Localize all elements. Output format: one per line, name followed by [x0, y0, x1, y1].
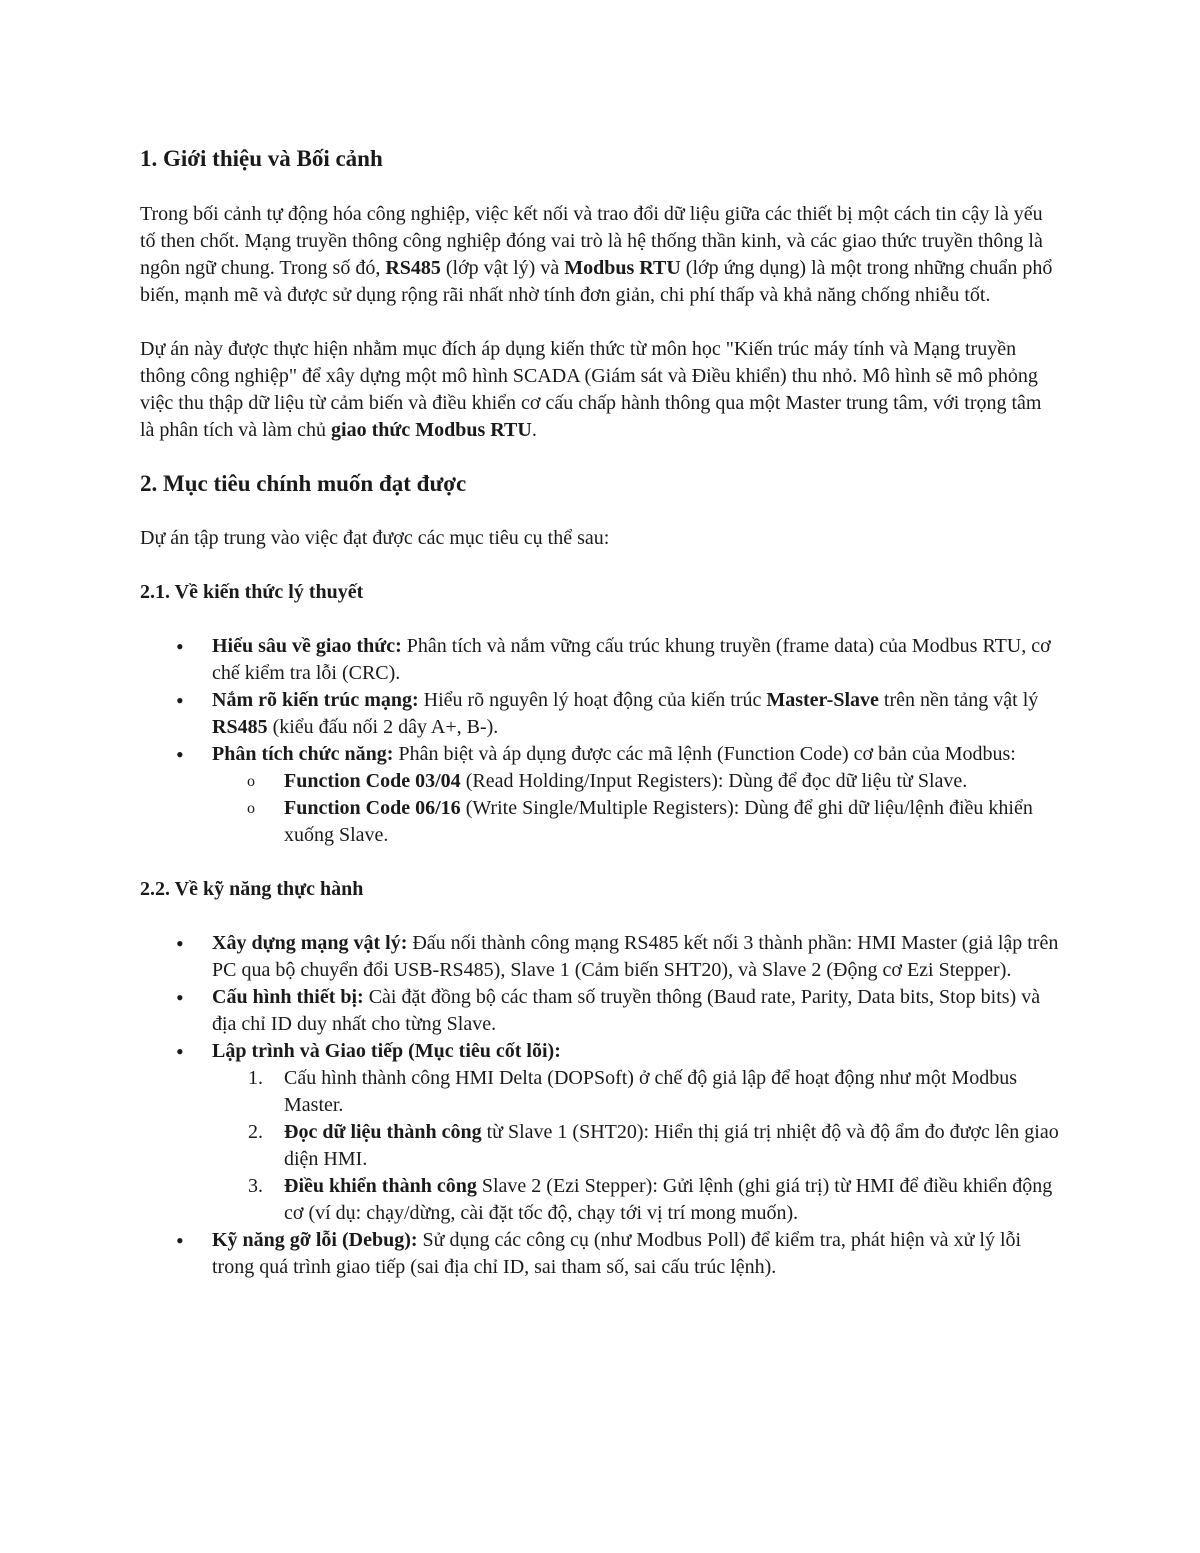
bold-term-rs485: RS485	[385, 257, 441, 279]
section-1-heading: 1. Giới thiệu và Bối cảnh	[140, 146, 383, 171]
list-item	[212, 741, 1060, 849]
subsection-2-2-heading: 2.2. Về kỹ năng thực hành	[140, 878, 364, 900]
text-run: Dự án này được thực hiện nhằm mục đích áp dụng kiến thức từ môn học "Kiến trúc máy tính và Mạng truyền thông công nghiệp" để xây dựng một mô hình SCADA (Giám sát và Điều khiển) thu nhỏ. Mô hình sẽ mô phỏng việc thu thập dữ liệu từ cảm biến và điều khiển cơ cấu chấp hành thông qua một Master trung tâm, với trọng tâm là phân tích và làm chủ	[140, 338, 1042, 441]
item-label: Lập trình và Giao tiếp (Mục tiêu cốt lõi):	[212, 1040, 561, 1062]
item-label: Function Code 03/04	[284, 770, 461, 792]
list-item	[248, 1065, 1060, 1119]
section-2-heading: 2. Mục tiêu chính muốn đạt được	[140, 471, 467, 496]
item-text: (Read Holding/Input Registers): Dùng để đọc dữ liệu từ Slave.	[460, 770, 968, 792]
core-goals-list	[212, 1065, 1060, 1227]
list-item	[248, 1173, 1060, 1227]
text-run: (lớp vật lý) và	[440, 257, 565, 279]
text-run: .	[531, 419, 537, 441]
item-text: (Write Single/Multiple Registers): Dùng để ghi dữ liệu/lệnh điều khiển xuống Slave.	[284, 797, 1033, 846]
item-text: Cấu hình thành công HMI Delta (DOPSoft) ở chế độ giả lập để hoạt động như một Modbus Master.	[284, 1067, 1017, 1116]
bold-term-protocol: giao thức Modbus RTU	[331, 419, 532, 441]
bold-term: RS485	[212, 716, 268, 738]
item-text: Cài đặt đồng bộ các tham số truyền thông (Baud rate, Parity, Data bits, Stop bits) và địa chỉ ID duy nhất cho từng Slave.	[212, 986, 1041, 1035]
item-label: Điều khiển thành công	[284, 1175, 477, 1197]
item-label: Đọc dữ liệu thành công	[284, 1121, 482, 1143]
subsection-2-1-heading: 2.1. Về kiến thức lý thuyết	[140, 581, 364, 603]
practice-goals-list	[140, 930, 1060, 1281]
list-item	[248, 1119, 1060, 1173]
item-number: 1.	[248, 1067, 263, 1089]
item-text: từ Slave 1 (SHT20): Hiển thị giá trị nhiệt độ và độ ẩm đo được lên giao diện HMI.	[284, 1121, 1059, 1170]
item-number: 2.	[248, 1121, 263, 1143]
list-item	[284, 768, 1060, 795]
item-text: Phân tích và nắm vững cấu trúc khung truyền (frame data) của Modbus RTU, cơ chế kiểm tra lỗi (CRC).	[212, 635, 1051, 684]
theory-goals-list	[140, 633, 1060, 849]
document-page	[140, 140, 1060, 1281]
list-item	[212, 1227, 1060, 1281]
item-text: Slave 2 (Ezi Stepper): Gửi lệnh (ghi giá trị) từ HMI để điều khiển động cơ (ví dụ: chạy/dừng, cài đặt tốc độ, chạy tới vị trí mong muốn).	[284, 1175, 1053, 1224]
section-2-intro: Dự án tập trung vào việc đạt được các mục tiêu cụ thể sau:	[140, 527, 610, 549]
item-label: Cấu hình thiết bị:	[212, 986, 364, 1008]
section-1-paragraph-2	[140, 336, 1060, 444]
item-label: Nắm rõ kiến trúc mạng:	[212, 689, 419, 711]
section-1-paragraph-1	[140, 201, 1060, 309]
item-text: (kiểu đấu nối 2 dây A+, B-).	[267, 716, 499, 738]
list-item	[212, 1038, 1060, 1227]
item-label: Kỹ năng gỡ lỗi (Debug):	[212, 1229, 418, 1251]
item-text: trên nền tảng vật lý	[878, 689, 1039, 711]
list-item	[212, 984, 1060, 1038]
list-item	[284, 795, 1060, 849]
item-text: Đấu nối thành công mạng RS485 kết nối 3 thành phần: HMI Master (giả lập trên PC qua bộ chuyển đổi USB-RS485), Slave 1 (Cảm biến SHT20), và Slave 2 (Động cơ Ezi Stepper).	[212, 932, 1059, 981]
list-item	[212, 687, 1060, 741]
function-code-list	[212, 768, 1060, 849]
bold-term: Master-Slave	[766, 689, 879, 711]
item-label: Xây dựng mạng vật lý:	[212, 932, 408, 954]
item-text: Phân biệt và áp dụng được các mã lệnh (Function Code) cơ bản của Modbus:	[393, 743, 1016, 765]
list-item	[212, 930, 1060, 984]
list-item	[212, 633, 1060, 687]
text-run: Trong bối cảnh tự động hóa công nghiệp, việc kết nối và trao đổi dữ liệu giữa các thiết bị một cách tin cậy là yếu tố then chốt. Mạng truyền thông công nghiệp đóng vai trò là hệ thống thần kinh, và các giao thức truyền thông là ngôn ngữ chung. Trong số đó,	[140, 203, 1043, 279]
item-label: Hiểu sâu về giao thức:	[212, 635, 402, 657]
item-label: Function Code 06/16	[284, 797, 461, 819]
item-text: Sử dụng các công cụ (như Modbus Poll) để kiểm tra, phát hiện và xử lý lỗi trong quá trình giao tiếp (sai địa chỉ ID, sai tham số, sai cấu trúc lệnh).	[212, 1229, 1022, 1278]
item-number: 3.	[248, 1175, 263, 1197]
item-text: Hiểu rõ nguyên lý hoạt động của kiến trúc	[418, 689, 767, 711]
item-label: Phân tích chức năng:	[212, 743, 394, 765]
text-run: (lớp ứng dụng) là một trong những chuẩn phổ biến, mạnh mẽ và được sử dụng rộng rãi nhất nhờ tính đơn giản, chi phí thấp và khả năng chống nhiễu tốt.	[140, 257, 1053, 306]
bold-term-modbus-rtu: Modbus RTU	[564, 257, 681, 279]
